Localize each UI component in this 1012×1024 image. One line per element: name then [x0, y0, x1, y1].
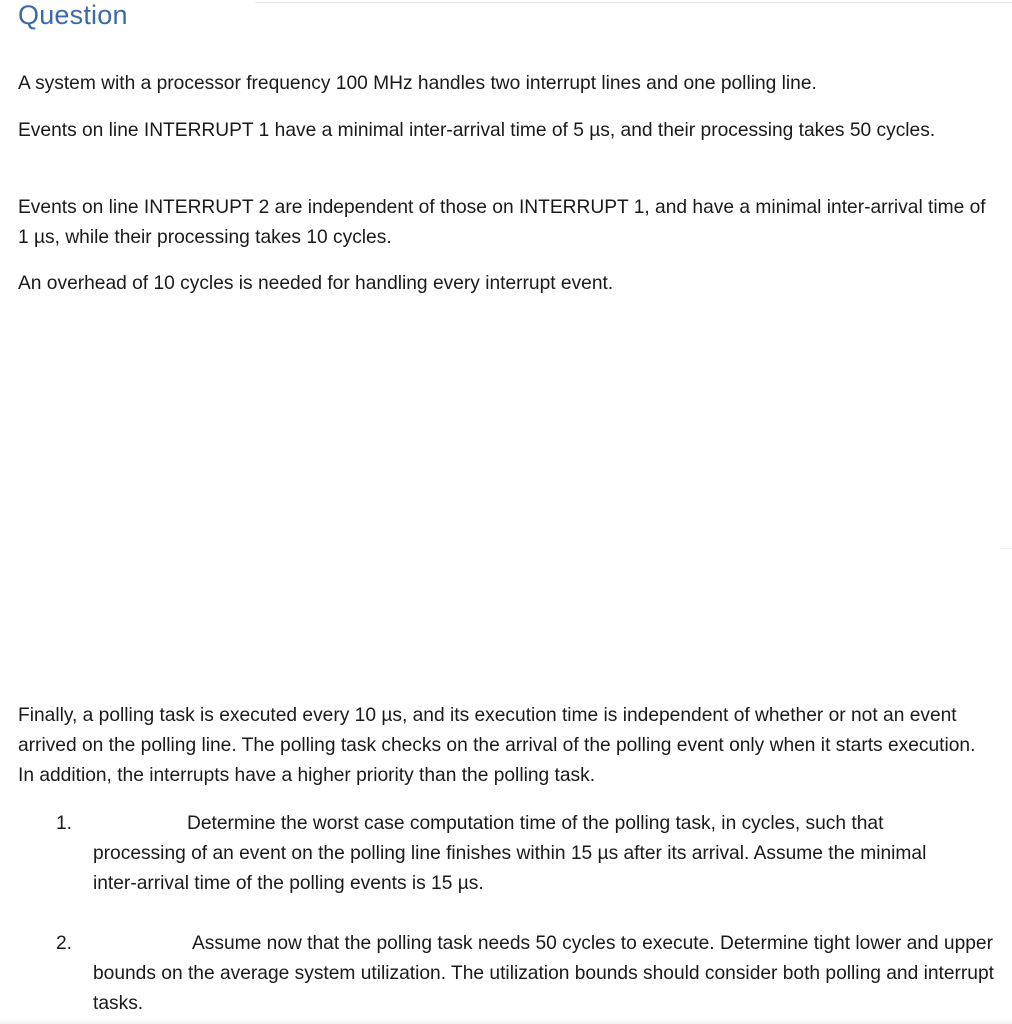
- page-title: Question: [18, 0, 128, 30]
- top-divider: [255, 2, 1012, 3]
- question-2-text: [93, 929, 998, 1019]
- question-2-number: 2.: [56, 933, 73, 954]
- right-divider: [1000, 548, 1012, 549]
- question-1-body: Determine the worst case computation time of the polling task, in cycles, such that processing of an event on the polling line finishes within 15 µs after its arrival. Assume the minimal inter-arrival time of the polling events is 15 µs.: [93, 813, 927, 894]
- paragraph-processor: A system with a processor frequency 100 MHz handles two interrupt lines and one polling line.: [18, 73, 817, 94]
- bottom-edge: [0, 1018, 1012, 1024]
- paragraph-interrupt-2: Events on line INTERRUPT 2 are independent of those on INTERRUPT 1, and have a minimal inter-arrival time of 1 µs, while their processing takes 10 cycles.: [18, 197, 986, 248]
- question-1-text: [93, 809, 973, 899]
- paragraph-overhead: An overhead of 10 cycles is needed for handling every interrupt event.: [18, 273, 614, 294]
- paragraph-interrupt-1: Events on line INTERRUPT 1 have a minimal inter-arrival time of 5 µs, and their processing takes 50 cycles.: [18, 120, 936, 141]
- question-1-number: 1.: [56, 813, 73, 834]
- paragraph-polling: Finally, a polling task is executed every 10 µs, and its execution time is independent of whether or not an event arrived on the polling line. The polling task checks on the arrival of the polling event only when it starts execution. In addition, the interrupts have a higher priority than the polling task.: [18, 705, 976, 786]
- question-2-body: Assume now that the polling task needs 50 cycles to execute. Determine tight lower and upper bounds on the average system utilization. The utilization bounds should consider both polling and interrupt tasks.: [93, 933, 994, 1014]
